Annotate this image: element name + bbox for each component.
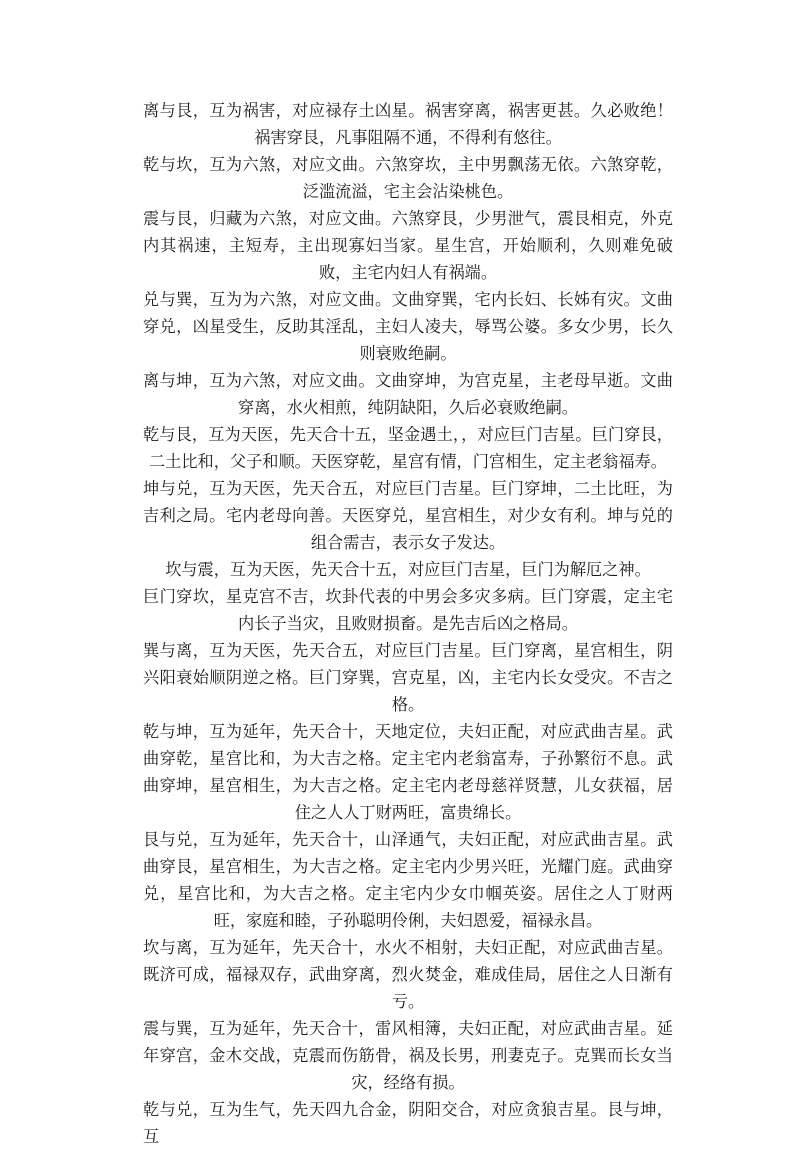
paragraph: 乾与坎，互为六煞，对应文曲。六煞穿坎，主中男飘荡无依。六煞穿乾，泛滥流溢，宅主会沾染桃色。 — [143, 155, 673, 201]
paragraph: 离与坤，互为六煞，对应文曲。文曲穿坤，为宫克星，主老母早逝。文曲穿离，水火相煎，纯阴缺阳，久后必衰败绝嗣。 — [143, 371, 673, 417]
paragraph: 坎与震，互为天医，先天合十五，对应巨门吉星，巨门为解厄之神。 — [165, 560, 651, 579]
paragraph: 艮与兑，互为延年，先天合十，山泽通气，夫妇正配，对应武曲吉星。武曲穿艮，星宫相生，为大吉之格。定主宅内少男兴旺，光耀门庭。武曲穿兑，星宫比和，为大吉之格。定主宅内少女巾帼英姿。居住之人丁财两旺，家庭和睦，子孙聪明伶俐，夫妇恩爱，福禄永昌。 — [143, 830, 673, 930]
document-body — [143, 97, 673, 1150]
paragraph: 乾与艮，互为天医，先天合十五，坚金遇土，，对应巨门吉星。巨门穿艮，二土比和，父子和顺。天医穿乾，星宫有情，门宫相生，定主老翁福寿。 — [143, 425, 673, 471]
paragraph: 乾与兑，互为生气，先天四九合金，阴阳交合，对应贪狼吉星。艮与坤，互 — [143, 1100, 673, 1146]
paragraph: 乾与坤，互为延年，先天合十，天地定位，夫妇正配，对应武曲吉星。武曲穿乾，星宫比和，为大吉之格。定主宅内老翁富寿，子孙繁衍不息。武曲穿坤，星宫相生，为大吉之格。定主宅内老母慈祥贤慧，儿女获福，居住之人人丁财两旺，富贵绵长。 — [143, 722, 673, 822]
paragraph: 坤与兑，互为天医，先天合五，对应巨门吉星。巨门穿坤，二土比旺，为吉利之局。宅内老母向善。天医穿兑，星宫相生，对少女有利。坤与兑的组合需吉，表示女子发达。 — [143, 479, 673, 552]
paragraph: 震与巽，互为延年，先天合十，雷风相簿，夫妇正配，对应武曲吉星。延年穿宫，金木交战，克震而伤筋骨，祸及长男，刑妻克子。克巽而长女当灾，经络有损。 — [143, 1019, 673, 1092]
paragraph: 巽与离，互为天医，先天合五，对应巨门吉星。巨门穿离，星宫相生，阴兴阳衰始顺阴逆之格。巨门穿巽，宫克星，凶，主宅内长女受灾。不吉之格。 — [143, 641, 673, 714]
paragraph: 离与艮，互为祸害，对应禄存土凶星。祸害穿离，祸害更甚。久必败绝！祸害穿艮，凡事阻隔不通，不得利有悠往。 — [143, 101, 673, 147]
paragraph: 巨门穿坎，星克宫不吉，坎卦代表的中男会多灾多病。巨门穿震，定主宅内长子当灾，且败财损畜。是先吉后凶之格局。 — [143, 587, 673, 633]
paragraph: 震与艮，归藏为六煞，对应文曲。六煞穿艮，少男泄气，震艮相克，外克内其祸速，主短寿，主出现寡妇当家。星生宫，开始顺利，久则难免破败，主宅内妇人有祸端。 — [143, 209, 673, 282]
paragraph: 坎与离，互为延年，先天合十，水火不相射，夫妇正配，对应武曲吉星。既济可成，福禄双存，武曲穿离，烈火焚金，难成佳局，居住之人日渐有亏。 — [143, 938, 673, 1011]
paragraph: 兑与巽，互为为六煞，对应文曲。文曲穿巽，宅内长妇、长姊有灾。文曲穿兑，凶星受生，反助其淫乱，主妇人凌夫，辱骂公婆。多女少男，长久则衰败绝嗣。 — [143, 290, 673, 363]
